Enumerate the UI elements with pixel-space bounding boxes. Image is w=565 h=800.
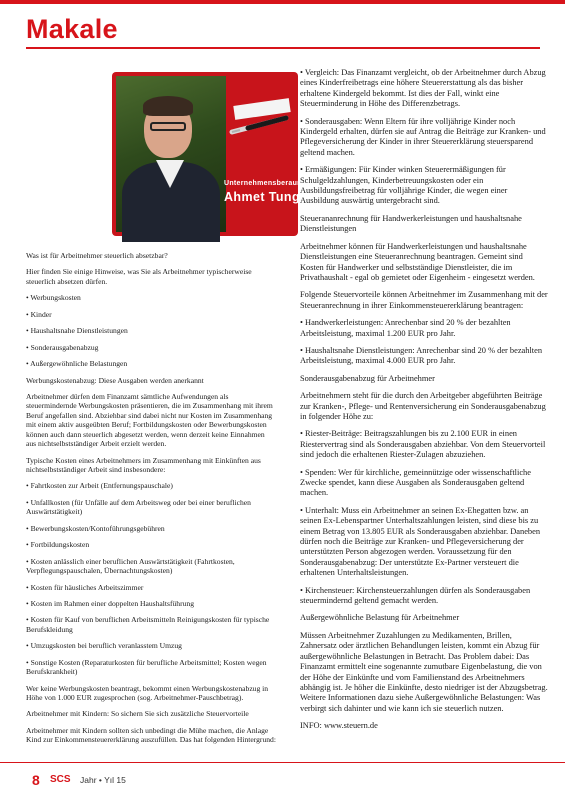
- bullet-text: Fahrtkosten zur Arbeit (Entfernungspauschale): [30, 481, 173, 491]
- bullet-icon: •: [300, 318, 306, 328]
- paragraph: Folgende Steuervorteile können Arbeitnehmer im Zusammenhang mit der Steueranrechnung in ihrer Einkommensteuererklärung beantragen:: [300, 290, 548, 310]
- bullet-icon: •: [26, 641, 31, 651]
- paragraph: INFO: www.steuern.de: [300, 721, 378, 731]
- bullet-item: [26, 481, 276, 490]
- bullet-icon: •: [300, 165, 306, 175]
- bullet-text: Außergewöhnliche Belastungen: [30, 359, 128, 369]
- paragraph: Was ist für Arbeitnehmer steuerlich absetzbar?: [26, 251, 168, 260]
- bullet-item: [300, 346, 548, 367]
- bullet-icon: •: [300, 345, 306, 355]
- bullet-item: [26, 359, 276, 368]
- bullet-item: [26, 310, 276, 319]
- author-label: [224, 180, 308, 204]
- bullet-icon: •: [26, 309, 31, 319]
- bullet-item: [26, 498, 276, 517]
- bullet-text: Ermäßigungen: Für Kinder winken Steuerermäßigungen für Schulgeldzahlungen, Kinderbetreuungskosten oder ein Ausbildungsfreibetrag für volljährige Kinder, die wegen einer Ausbildung auswärtig untergebracht sind.: [300, 165, 508, 206]
- bullet-text: Unterhalt: Muss ein Arbeitnehmer an seinen Ex-Ehegatten bzw. an seinen Ex-Lebenspartner Unterhaltszahlungen leisten, sind diese bis zu einem Betrag von 13.805 EUR als Sonderausgaben abziehbar. Daneben dürfen noch die Beiträge zur Kranken- und Pflegeversicherung der unterstützten Person abgezogen werden. Voraussetzung für den Sonderausgabenabzug: Der unterstützte Ex-Partner versteuert die erhaltenen Unterhaltsleistungen.: [300, 505, 541, 578]
- right-text-column: [300, 68, 548, 739]
- paragraph: Steuerananrechnung für Handwerkerleistungen und haushaltsnahe Dienstleistungen: [300, 213, 522, 234]
- paragraph: Arbeitnehmer können für Handwerkerleistungen und haushaltsnahe Dienstleistungen eine Steueranrechnung beantragen. Gemeint sind Kosten für Handwerker und selbstständige Dienstleister, die im Privathaushalt - egal ob gemietet oder Eigenheim - eingesetzt werden.: [300, 241, 535, 282]
- bullet-icon: •: [300, 68, 305, 77]
- bullet-item: [26, 615, 276, 634]
- bullet-item: [300, 318, 548, 339]
- author-role: Unternehmensberaung: [224, 180, 307, 187]
- paragraph: Müssen Arbeitnehmer Zuzahlungen zu Medikamenten, Brillen, Zahnersatz oder ärztlichen Behandlungen leisten, kommt ein Abzug für außergewöhnliche Belastungen in Betracht. Das Problem dabei: Das Finanzamt ermittelt eine sogenannte zumutbare Eigenbelastung, die von der Höhe der Einkünfte und vom Familienstand des Arbeitnehmers abhängig ist. Je höher die Einkünfte, desto niedriger ist der Abzugsbetrag. Weitere Informationen dazu siehe Außergewöhnliche Belastungen: Was verbirgt sich dahinter und wie kann ich sie steuerlich nutzen.: [300, 630, 548, 713]
- paragraph: Typische Kosten eines Arbeitnehmers im Zusammenhang mit Einkünften aus nichtselbstständiger Arbeit sind insbesondere:: [26, 455, 261, 474]
- bullet-text: Kosten für häusliches Arbeitszimmer: [30, 582, 144, 592]
- paragraph: Wer keine Werbungskosten beantragt, bekommt einen Werbungskostenabzug in Höhe von 1.000 EUR zugesprochen (sog. Arbeitnehmer-Pauschbetrag).: [26, 683, 269, 702]
- footer-divider: [0, 762, 565, 763]
- bullet-icon: •: [300, 585, 306, 595]
- bullet-item: [26, 557, 276, 576]
- bullet-icon: •: [26, 293, 31, 303]
- bullet-item: [26, 293, 276, 302]
- paragraph: Hier finden Sie einige Hinweise, was Sie als Arbeitnehmer typischerweise steuerlich absetzen dürfen.: [26, 267, 252, 286]
- bullet-icon: •: [26, 497, 31, 507]
- bullet-icon: •: [26, 657, 31, 667]
- bullet-text: Kosten im Rahmen einer doppelten Haushaltsführung: [30, 598, 195, 608]
- bullet-item: [26, 326, 276, 335]
- bullet-text: Haushaltsnahe Dienstleistungen: [30, 326, 128, 336]
- bullet-item: [300, 117, 548, 159]
- bullet-item: [300, 429, 548, 460]
- title-divider: [26, 47, 540, 49]
- bullet-item: [26, 641, 276, 650]
- bullet-icon: •: [26, 556, 31, 566]
- bullet-icon: •: [26, 523, 31, 533]
- bullet-icon: •: [300, 505, 306, 515]
- paragraph: Werbungskostenabzug: Diese Ausgaben werden anerkannt: [26, 375, 204, 385]
- author-photo: [116, 76, 226, 232]
- paragraph: Arbeitnehmer dürfen dem Finanzamt sämtliche Aufwendungen als steuermindernde Werbungskosten präsentieren, die im Zusammenhang mit ihrem Beruf angefallen sind. Abziehbar sind dabei nicht nur Kosten im Zusammenhang mit einem aktiv ausgeübten Beruf; Fortbildungskosten oder Bewerbungskosten können auch dann steuerlich abgesetzt werden, wenn derzeit keine Einnahmen aus nichtselbstständiger Arbeit erzielt werden.: [26, 391, 273, 449]
- bullet-item: [300, 165, 548, 207]
- paragraph: Arbeitnehmer mit Kindern: So sichern Sie sich zusätzliche Steuervorteile: [26, 709, 249, 719]
- bullet-icon: •: [300, 116, 306, 126]
- bullet-item: [26, 583, 276, 592]
- bullet-text: Bewerbungskosten/Kontoführungsgebühren: [30, 523, 165, 533]
- paragraph: Arbeitnehmer mit Kindern sollten sich unbedingt die Mühe machen, die Anlage Kind zur Einkommensteuererklärung auszufüllen. Das hat folgenden Hintergrund:: [26, 725, 276, 745]
- bullet-text: Haushaltsnahe Dienstleistungen: Anrechenbar sind 20 % der bezahlten Arbeitsleistung, maximal 4.000 EUR pro Jahr.: [300, 345, 543, 366]
- bullet-item: [26, 343, 276, 352]
- bullet-icon: •: [26, 615, 31, 625]
- bullet-icon: •: [26, 342, 31, 352]
- page-number: 8: [32, 772, 40, 788]
- bullet-text: Kosten für Kauf von beruflichen Arbeitsmitteln Reinigungskosten für typische Berufskleidung: [26, 615, 270, 634]
- bullet-icon: •: [300, 429, 306, 439]
- bullet-text: Sonstige Kosten (Reparaturkosten für berufliche Arbeitsmittel; Kosten wegen Berufskrankheit): [26, 657, 267, 677]
- bullet-item: [300, 586, 548, 607]
- author-name: Ahmet Tunga: [224, 190, 308, 204]
- bullet-text: Werbungskosten: [30, 293, 81, 303]
- bullet-icon: •: [26, 540, 31, 550]
- bullet-text: Kirchensteuer: Kirchensteuerzahlungen dürfen als Sonderausgaben steuermindernd geltend gemacht werden.: [300, 585, 531, 606]
- page-title: Makale: [26, 14, 118, 44]
- bullet-text: Kinder: [30, 309, 52, 319]
- issue-label: Jahr • Yıl 15: [80, 775, 126, 785]
- bullet-text: Unfallkosten (für Unfälle auf dem Arbeitsweg oder bei einer beruflichen Auswärtstätigkeit): [26, 497, 251, 517]
- bullet-icon: •: [26, 582, 31, 592]
- author-box: [112, 72, 308, 236]
- bullet-item: [300, 468, 548, 499]
- bullet-item: [26, 658, 276, 677]
- top-accent-bar: [0, 0, 565, 4]
- bullet-text: Umzugskosten bei beruflich veranlasstem Umzug: [30, 641, 182, 651]
- bullet-item: [26, 599, 276, 608]
- bullet-text: Riester-Beiträge: Beitragszahlungen bis zu 2.100 EUR in einen Riestervertrag sind als Sonderausgaben abziehbar. Von dem Steuervorteil sind jedoch die erhaltenen Riester-Zulagen abzuziehen.: [300, 429, 546, 460]
- bullet-icon: •: [26, 326, 31, 336]
- bullet-text: Handwerkerleistungen: Anrechenbar sind 20 % der bezahlten Arbeitsleistung, maximal 1.200 EUR pro Jahr.: [300, 318, 511, 338]
- paragraph: Außergewöhnliche Belastung für Arbeitnehmer: [300, 613, 460, 623]
- bullet-text: Kosten anlässlich einer beruflichen Auswärtstätigkeit (Fahrtkosten, Verpflegungspauschalen, Übernachtungskosten): [26, 556, 235, 576]
- bullet-text: Spenden: Wer für kirchliche, gemeinnützige oder wissenschaftliche Zwecke spendet, kann diese Ausgaben als Sonderausgaben geltend machen.: [300, 467, 531, 498]
- left-text-column: [26, 251, 276, 752]
- bullet-icon: •: [26, 598, 31, 608]
- bullet-item: [26, 524, 276, 533]
- bullet-item: [300, 506, 548, 579]
- bullet-item: [300, 68, 548, 110]
- bullet-icon: •: [26, 481, 31, 491]
- paragraph: Sonderausgabenabzug für Arbeitnehmer: [300, 373, 435, 383]
- bullet-text: Sonderausgabenabzug: [30, 342, 99, 352]
- bullet-text: Fortbildungskosten: [30, 540, 90, 550]
- paragraph: Arbeitnehmern steht für die durch den Arbeitgeber abgeführten Beiträge zur Kranken-, Pflege- und Rentenversicherung ein Sonderausgabenabzug in folgender Höhe zu:: [300, 391, 546, 421]
- bullet-icon: •: [26, 359, 31, 369]
- publication-logo: SCS: [50, 774, 71, 785]
- bullet-icon: •: [300, 467, 306, 477]
- bullet-text: Sonderausgaben: Wenn Eltern für ihre volljährige Kinder noch Kindergeld erhalten, dürfen sie auf Antrag die Beiträge zur Kranken- und Pflegeversicherung der Kinder in ihrer Steuererklärung steuersparend geltend machen.: [300, 116, 546, 157]
- fountain-pen-icon: [228, 98, 294, 142]
- bullet-text: Vergleich: Das Finanzamt vergleicht, ob der Arbeitnehmer durch Abzug eines Kinderfreibetrags eine höhere Steuererstattung als das bisher erhaltene Kindergeld bekommt. Ist dies der Fall, winkt eine Steuerminderung in Höhe des Differenzbetrags.: [300, 68, 546, 109]
- bullet-item: [26, 540, 276, 549]
